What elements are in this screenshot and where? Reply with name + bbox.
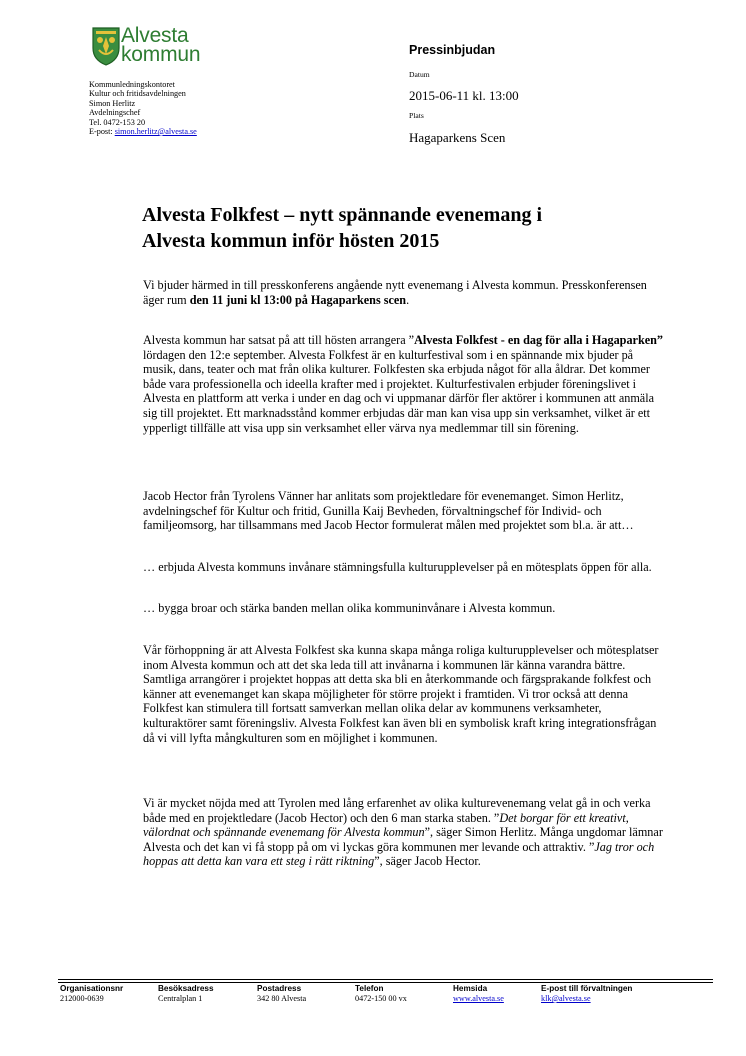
p1-bold: den 11 juni kl 13:00 på Hagaparkens scen	[189, 292, 407, 307]
footer-postal-address	[257, 984, 306, 1004]
paragraph-invitation	[143, 278, 668, 307]
footer-label: Besöksadress	[158, 984, 214, 993]
p4-text: Vår förhoppning är att Alvesta Folkfest ska kunna skapa många roliga kulturupplevelser och mötesplatser inom Alvesta kommun och att det ska leda till att invånarna i kommunen lär känna varandra bättre. Samtliga arrangörer i projektet hoppas att detta ska bli en återkommande och färgsprakande folkfest och känner att evenemanget kan skapa möjligheter för större projekt i framtiden. Vi tror också att denna Folkfest kan stimulera till fortsatt samverkan mellan olika delar av kommunens verksamheter, kulturaktörer samt föreningsliv. Alvesta Folkfest kan även bli en symbolisk kraft kring integrationsfrågan då vi vill lyfta mångkulturen som en möjlighet i kommunen.	[143, 643, 659, 745]
goal-1-text: … erbjuda Alvesta kommuns invånare stämningsfulla kulturupplevelser på en mötesplats öppen för alla.	[143, 560, 652, 574]
sender-email-link[interactable]: simon.herlitz@alvesta.se	[114, 127, 197, 137]
place-value: Hagaparkens Scen	[409, 130, 506, 145]
date-value: 2015-06-11 kl. 13:00	[409, 88, 519, 103]
footer-value: 342 80 Alvesta	[257, 994, 307, 1003]
footer-label: Hemsida	[453, 984, 488, 993]
date-label: Datum	[409, 70, 430, 79]
footer-label: Organisationsnr	[60, 984, 124, 993]
p5-text: Vi är mycket nöjda med att Tyrolen med lång erfarenhet av olika kulturevenemang velat gå in och verka både med en projektledare (Jacob Hector) och den 6 man starka staben. ”	[143, 796, 651, 825]
goal-2-text: … bygga broar och stärka banden mellan olika kommuninvånare i Alvesta kommun.	[143, 601, 556, 615]
title-line-1: Alvesta Folkfest – nytt spännande evenemang i	[142, 204, 543, 226]
goal-item-1	[143, 560, 668, 575]
document-type: Pressinbjudan	[409, 43, 496, 57]
footer-value: 212000-0639	[60, 994, 104, 1003]
paragraph-about-festival	[143, 333, 668, 435]
p5-quote-1: Det borgar för ett kreativt, välordnat och spännande evenemang för Alvesta kommun	[143, 810, 629, 840]
footer-website-link[interactable]: www.alvesta.se	[453, 994, 504, 1003]
alvesta-coat-of-arms-logo	[91, 26, 121, 66]
sender-email-line	[89, 127, 197, 136]
p3-text: Jacob Hector från Tyrolens Vänner har anlitats som projektledare för evenemanget. Simon Herlitz, avdelningschef för Kultur och fritid, Gunilla Kaij Bevheden, förvaltningschef för Individ- och familjeomsorg, har tillsammans med Jacob Hector formulerat målen med projektet som bl.a. är att…	[143, 489, 634, 533]
paragraph-quotes	[143, 796, 668, 869]
p5-quote-2: Jag tror och hoppas att detta kan vara ett steg i rätt riktning	[143, 839, 655, 869]
logo-line-2: kommun	[121, 43, 201, 66]
goal-item-2	[143, 601, 668, 616]
sender-line: Simon Herlitz	[89, 98, 136, 108]
sender-line: Avdelningschef	[89, 108, 141, 118]
footer-label: Postadress	[257, 984, 302, 993]
paragraph-project-lead	[143, 489, 668, 533]
footer-label: E-post till förvaltningen	[541, 984, 633, 993]
footer-phone	[355, 984, 407, 1004]
logo-line-1: Alvesta	[121, 24, 189, 47]
p1-end: .	[406, 292, 410, 307]
p1-text: Vi bjuder härmed in till presskonferens angående nytt evenemang i Alvesta kommun. Presskonferensen äger rum	[143, 278, 647, 307]
email-label: E-post:	[89, 127, 115, 137]
p5-end: ”, säger Jacob Hector.	[374, 854, 481, 869]
sender-line: Kultur och fritidsavdelningen	[89, 89, 186, 99]
footer-value: Centralplan 1	[158, 994, 203, 1003]
p2-rest: lördagen den 12:e september. Alvesta Folkfest är en kulturfestival som i en spännande mix bjuder på musik, dans, teater och mat från olika kulturer. Folkfesten ska erbjuda något för alla åldrar. Det kommer både vara professionella och ideella krafter med i projektet. Kulturfestivalen erbjuder föreningslivet i Alvesta en plattform att verka i under en dag och vi uppmanar därför fler aktörer i kommunen att anmäla sig till projektet. Ett marknadsstånd kommer erbjudas där man kan visa upp sin verksamhet, vilket är ett ypperligt tillfälle att visa upp sin verksamhet eller värva nya medlemmar till sin förening.	[143, 347, 655, 435]
sender-line: Kommunledningskontoret	[89, 80, 175, 89]
footer-website	[453, 984, 504, 1004]
sender-line: Tel. 0472-153 20	[89, 117, 146, 127]
footer-visit-address	[158, 984, 214, 1004]
page-title	[142, 202, 662, 254]
title-line-2: Alvesta kommun inför hösten 2015	[142, 230, 440, 252]
p2-bold: Alvesta Folkfest - en dag för alla i Hagaparken”	[414, 333, 664, 347]
sender-block	[89, 80, 197, 136]
footer-org-number	[60, 984, 123, 1004]
paragraph-hopes	[143, 643, 668, 745]
footer-email-link[interactable]: klk@alvesta.se	[541, 994, 591, 1003]
footer-email	[541, 984, 632, 1004]
logo-wordmark	[121, 26, 200, 64]
place-label: Plats	[409, 111, 424, 120]
footer-divider	[58, 982, 713, 983]
footer-divider	[58, 979, 713, 980]
p5-text-2: ”, säger Simon Herlitz. Många ungdomar lämnar Alvesta och det kan vi få stopp på om vi lyckas göra kommunen mer levande och attraktiv. ”	[143, 825, 663, 854]
footer-label: Telefon	[355, 984, 384, 993]
p2-text: Alvesta kommun har satsat på att till hösten arrangera ”	[143, 333, 415, 347]
footer-value: 0472-150 00 vx	[355, 994, 407, 1003]
